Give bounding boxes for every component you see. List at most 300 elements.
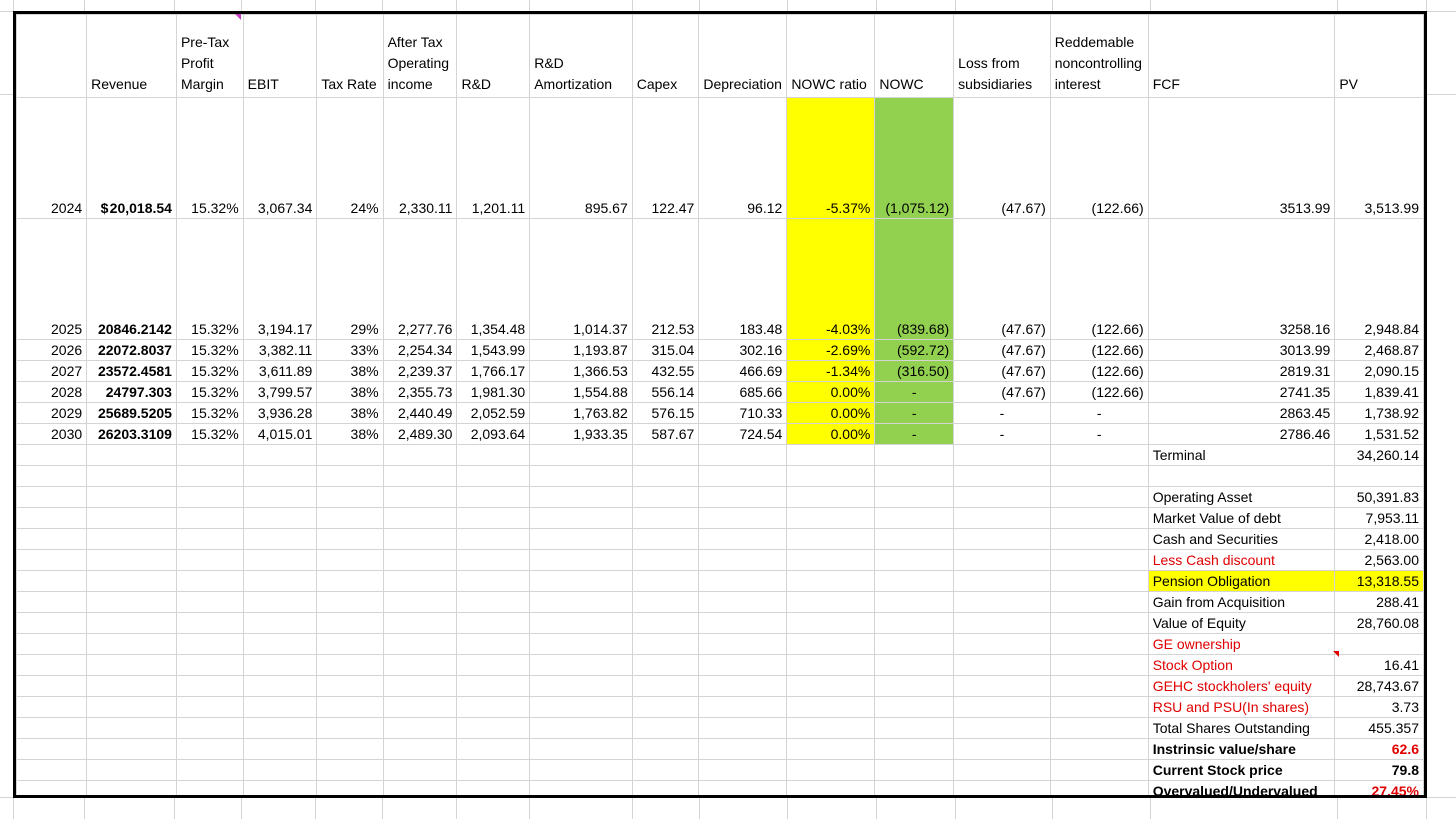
empty-cell[interactable] — [457, 655, 530, 676]
header-cell-margin[interactable]: Pre-Tax Profit Margin — [176, 15, 243, 98]
empty-cell[interactable] — [457, 697, 530, 718]
empty-cell[interactable] — [317, 466, 383, 487]
empty-cell[interactable] — [317, 613, 383, 634]
cell-loss-subs[interactable]: (47.67) — [954, 340, 1051, 361]
empty-cell[interactable] — [87, 739, 177, 760]
cell-redeemable[interactable]: (122.66) — [1050, 382, 1148, 403]
empty-cell[interactable] — [176, 487, 243, 508]
header-cell-redeemable-interest[interactable]: Reddemable noncontrolling interest — [1050, 15, 1148, 98]
cell-redeemable[interactable]: (122.66) — [1050, 219, 1148, 340]
empty-cell[interactable] — [530, 676, 633, 697]
empty-cell[interactable] — [787, 634, 875, 655]
cell-margin[interactable]: 15.32% — [176, 98, 243, 219]
empty-cell[interactable] — [1050, 613, 1148, 634]
empty-cell[interactable] — [954, 550, 1051, 571]
empty-cell[interactable] — [317, 697, 383, 718]
empty-cell[interactable] — [954, 466, 1051, 487]
summary-value[interactable]: 50,391.83 — [1335, 487, 1424, 508]
summary-label[interactable]: Stock Option — [1148, 655, 1335, 676]
summary-value[interactable]: 28,760.08 — [1335, 613, 1424, 634]
empty-cell[interactable] — [954, 571, 1051, 592]
cell-after-tax[interactable]: 2,239.37 — [383, 361, 457, 382]
summary-label[interactable]: Operating Asset — [1148, 487, 1335, 508]
empty-cell[interactable] — [457, 445, 530, 466]
empty-cell[interactable] — [787, 445, 875, 466]
cell-capex[interactable]: 122.47 — [632, 98, 699, 219]
empty-cell[interactable] — [87, 760, 177, 781]
empty-cell[interactable] — [699, 739, 787, 760]
cell-pv[interactable]: 3,513.99 — [1335, 98, 1424, 219]
empty-cell[interactable] — [17, 781, 87, 799]
empty-cell[interactable] — [787, 697, 875, 718]
cell-rd[interactable]: 2,052.59 — [457, 403, 530, 424]
summary-label[interactable]: Value of Equity — [1148, 613, 1335, 634]
cell-rd[interactable]: 1,543.99 — [457, 340, 530, 361]
empty-cell[interactable] — [383, 592, 457, 613]
empty-cell[interactable] — [243, 487, 317, 508]
summary-label[interactable]: Total Shares Outstanding — [1148, 718, 1335, 739]
cell-ebit[interactable]: 3,067.34 — [243, 98, 317, 219]
summary-label[interactable]: Pension Obligation — [1148, 571, 1335, 592]
empty-cell[interactable] — [243, 529, 317, 550]
empty-cell[interactable] — [632, 445, 699, 466]
empty-cell[interactable] — [632, 781, 699, 799]
empty-cell[interactable] — [243, 550, 317, 571]
empty-cell[interactable] — [787, 739, 875, 760]
empty-cell[interactable] — [176, 760, 243, 781]
summary-value[interactable]: 13,318.55 — [1335, 571, 1424, 592]
cell-rd[interactable]: 2,093.64 — [457, 424, 530, 445]
empty-cell[interactable] — [875, 718, 954, 739]
empty-cell[interactable] — [176, 571, 243, 592]
empty-cell[interactable] — [787, 781, 875, 799]
cell-pv[interactable]: 1,839.41 — [1335, 382, 1424, 403]
cell-ebit[interactable]: 4,015.01 — [243, 424, 317, 445]
empty-cell[interactable] — [530, 550, 633, 571]
empty-cell[interactable] — [243, 445, 317, 466]
summary-label[interactable]: Terminal — [1148, 445, 1335, 466]
header-cell-tax-rate[interactable]: Tax Rate — [317, 15, 383, 98]
cell-ebit[interactable]: 3,611.89 — [243, 361, 317, 382]
cell-capex[interactable]: 587.67 — [632, 424, 699, 445]
cell-revenue[interactable]: 24797.303 — [87, 382, 177, 403]
empty-cell[interactable] — [699, 550, 787, 571]
empty-cell[interactable] — [530, 529, 633, 550]
empty-cell[interactable] — [87, 550, 177, 571]
empty-cell[interactable] — [243, 634, 317, 655]
empty-cell[interactable] — [17, 655, 87, 676]
empty-cell[interactable] — [530, 760, 633, 781]
empty-cell[interactable] — [17, 487, 87, 508]
header-cell-depreciation[interactable]: Depreciation — [699, 15, 787, 98]
summary-value[interactable]: 7,953.11 — [1335, 508, 1424, 529]
empty-cell[interactable] — [383, 445, 457, 466]
empty-cell[interactable] — [530, 466, 633, 487]
cell-depreciation[interactable]: 685.66 — [699, 382, 787, 403]
empty-cell[interactable] — [87, 634, 177, 655]
cell-rd-amort[interactable]: 1,933.35 — [530, 424, 633, 445]
empty-cell[interactable] — [243, 655, 317, 676]
empty-cell[interactable] — [1050, 550, 1148, 571]
summary-value[interactable]: 3.73 — [1335, 697, 1424, 718]
empty-cell[interactable] — [530, 571, 633, 592]
summary-value[interactable]: 16.41 — [1335, 655, 1424, 676]
empty-cell[interactable] — [699, 760, 787, 781]
empty-cell[interactable] — [176, 676, 243, 697]
empty-cell[interactable] — [699, 718, 787, 739]
summary-value[interactable]: 2,418.00 — [1335, 529, 1424, 550]
empty-cell[interactable] — [699, 676, 787, 697]
cell-revenue[interactable]: 25689.5205 — [87, 403, 177, 424]
empty-cell[interactable] — [875, 592, 954, 613]
empty-cell[interactable] — [457, 487, 530, 508]
empty-cell[interactable] — [317, 571, 383, 592]
empty-cell[interactable] — [317, 529, 383, 550]
empty-cell[interactable] — [317, 550, 383, 571]
empty-cell[interactable] — [317, 655, 383, 676]
empty-cell[interactable] — [17, 613, 87, 634]
empty-cell[interactable] — [383, 739, 457, 760]
summary-label[interactable]: GE ownership — [1148, 634, 1335, 655]
empty-cell[interactable] — [383, 655, 457, 676]
empty-cell[interactable] — [243, 466, 317, 487]
cell-tax-rate[interactable]: 38% — [317, 403, 383, 424]
empty-cell[interactable] — [875, 697, 954, 718]
empty-cell[interactable] — [87, 655, 177, 676]
cell-ebit[interactable]: 3,194.17 — [243, 219, 317, 340]
empty-cell[interactable] — [530, 781, 633, 799]
empty-cell[interactable] — [699, 655, 787, 676]
summary-value[interactable] — [1335, 466, 1424, 487]
cell-margin[interactable]: 15.32% — [176, 340, 243, 361]
cell-year[interactable]: 2026 — [17, 340, 87, 361]
empty-cell[interactable] — [632, 676, 699, 697]
empty-cell[interactable] — [243, 613, 317, 634]
empty-cell[interactable] — [1050, 592, 1148, 613]
empty-cell[interactable] — [383, 760, 457, 781]
empty-cell[interactable] — [954, 529, 1051, 550]
empty-cell[interactable] — [383, 487, 457, 508]
header-cell-rd-amortization[interactable]: R&D Amortization — [530, 15, 633, 98]
empty-cell[interactable] — [457, 466, 530, 487]
empty-cell[interactable] — [87, 571, 177, 592]
empty-cell[interactable] — [530, 508, 633, 529]
empty-cell[interactable] — [17, 592, 87, 613]
empty-cell[interactable] — [457, 613, 530, 634]
cell-margin[interactable]: 15.32% — [176, 424, 243, 445]
cell-rd-amort[interactable]: 1,763.82 — [530, 403, 633, 424]
cell-year[interactable]: 2030 — [17, 424, 87, 445]
empty-cell[interactable] — [17, 739, 87, 760]
cell-nowc[interactable]: - — [875, 403, 954, 424]
cell-nowc[interactable]: (839.68) — [875, 219, 954, 340]
empty-cell[interactable] — [954, 718, 1051, 739]
cell-year[interactable]: 2025 — [17, 219, 87, 340]
empty-cell[interactable] — [632, 550, 699, 571]
empty-cell[interactable] — [87, 718, 177, 739]
empty-cell[interactable] — [176, 445, 243, 466]
empty-cell[interactable] — [787, 466, 875, 487]
empty-cell[interactable] — [317, 760, 383, 781]
empty-cell[interactable] — [530, 655, 633, 676]
empty-cell[interactable] — [176, 634, 243, 655]
cell-year[interactable]: 2029 — [17, 403, 87, 424]
empty-cell[interactable] — [787, 487, 875, 508]
empty-cell[interactable] — [457, 718, 530, 739]
cell-nowc-ratio[interactable]: 0.00% — [787, 382, 875, 403]
cell-pv[interactable]: 2,948.84 — [1335, 219, 1424, 340]
cell-nowc[interactable]: - — [875, 382, 954, 403]
empty-cell[interactable] — [243, 676, 317, 697]
cell-nowc-ratio[interactable]: -2.69% — [787, 340, 875, 361]
summary-label[interactable]: Less Cash discount — [1148, 550, 1335, 571]
empty-cell[interactable] — [1050, 508, 1148, 529]
empty-cell[interactable] — [954, 760, 1051, 781]
empty-cell[interactable] — [17, 634, 87, 655]
summary-label[interactable]: Market Value of debt — [1148, 508, 1335, 529]
summary-value[interactable]: 34,260.14 — [1335, 445, 1424, 466]
summary-value[interactable]: 288.41 — [1335, 592, 1424, 613]
empty-cell[interactable] — [787, 571, 875, 592]
empty-cell[interactable] — [176, 508, 243, 529]
empty-cell[interactable] — [457, 529, 530, 550]
cell-depreciation[interactable]: 96.12 — [699, 98, 787, 219]
cell-pv[interactable]: 2,468.87 — [1335, 340, 1424, 361]
cell-revenue[interactable]: 22072.8037 — [87, 340, 177, 361]
empty-cell[interactable] — [176, 466, 243, 487]
cell-loss-subs[interactable]: (47.67) — [954, 361, 1051, 382]
empty-cell[interactable] — [530, 613, 633, 634]
empty-cell[interactable] — [17, 697, 87, 718]
empty-cell[interactable] — [530, 487, 633, 508]
empty-cell[interactable] — [954, 739, 1051, 760]
empty-cell[interactable] — [17, 760, 87, 781]
empty-cell[interactable] — [699, 613, 787, 634]
header-cell-capex[interactable]: Capex — [632, 15, 699, 98]
empty-cell[interactable] — [243, 781, 317, 799]
empty-cell[interactable] — [17, 676, 87, 697]
empty-cell[interactable] — [176, 655, 243, 676]
header-cell-nowc-ratio[interactable]: NOWC ratio — [787, 15, 875, 98]
empty-cell[interactable] — [1050, 718, 1148, 739]
empty-cell[interactable] — [875, 655, 954, 676]
cell-depreciation[interactable]: 724.54 — [699, 424, 787, 445]
empty-cell[interactable] — [787, 676, 875, 697]
summary-label[interactable]: Instrinsic value/share — [1148, 739, 1335, 760]
empty-cell[interactable] — [243, 739, 317, 760]
empty-cell[interactable] — [787, 613, 875, 634]
empty-cell[interactable] — [699, 571, 787, 592]
cell-depreciation[interactable]: 710.33 — [699, 403, 787, 424]
empty-cell[interactable] — [87, 445, 177, 466]
cell-fcf[interactable]: 2741.35 — [1148, 382, 1335, 403]
cell-fcf[interactable]: 3258.16 — [1148, 219, 1335, 340]
cell-rd-amort[interactable]: 1,554.88 — [530, 382, 633, 403]
empty-cell[interactable] — [954, 508, 1051, 529]
cell-revenue[interactable]: 23572.4581 — [87, 361, 177, 382]
cell-rd-amort[interactable]: 1,193.87 — [530, 340, 633, 361]
empty-cell[interactable] — [383, 697, 457, 718]
cell-nowc-ratio[interactable]: -5.37% — [787, 98, 875, 219]
cell-after-tax[interactable]: 2,254.34 — [383, 340, 457, 361]
empty-cell[interactable] — [1050, 529, 1148, 550]
cell-nowc-ratio[interactable]: -4.03% — [787, 219, 875, 340]
empty-cell[interactable] — [787, 508, 875, 529]
header-cell-fcf[interactable]: FCF — [1148, 15, 1335, 98]
empty-cell[interactable] — [87, 592, 177, 613]
empty-cell[interactable] — [176, 550, 243, 571]
empty-cell[interactable] — [457, 781, 530, 799]
cell-tax-rate[interactable]: 38% — [317, 424, 383, 445]
empty-cell[interactable] — [954, 781, 1051, 799]
empty-cell[interactable] — [457, 634, 530, 655]
summary-value[interactable]: 455.357 — [1335, 718, 1424, 739]
header-cell-rd[interactable]: R&D — [457, 15, 530, 98]
empty-cell[interactable] — [383, 613, 457, 634]
empty-cell[interactable] — [243, 592, 317, 613]
empty-cell[interactable] — [1050, 445, 1148, 466]
summary-value[interactable]: 28,743.67 — [1335, 676, 1424, 697]
empty-cell[interactable] — [317, 445, 383, 466]
empty-cell[interactable] — [632, 613, 699, 634]
empty-cell[interactable] — [699, 634, 787, 655]
empty-cell[interactable] — [317, 487, 383, 508]
empty-cell[interactable] — [1050, 571, 1148, 592]
cell-after-tax[interactable]: 2,277.76 — [383, 219, 457, 340]
empty-cell[interactable] — [243, 697, 317, 718]
cell-rd[interactable]: 1,201.11 — [457, 98, 530, 219]
cell-pv[interactable]: 2,090.15 — [1335, 361, 1424, 382]
cell-redeemable[interactable]: (122.66) — [1050, 340, 1148, 361]
empty-cell[interactable] — [699, 445, 787, 466]
cell-loss-subs[interactable]: (47.67) — [954, 382, 1051, 403]
empty-cell[interactable] — [383, 718, 457, 739]
empty-cell[interactable] — [632, 529, 699, 550]
empty-cell[interactable] — [176, 739, 243, 760]
cell-nowc[interactable]: (1,075.12) — [875, 98, 954, 219]
summary-label[interactable]: Gain from Acquisition — [1148, 592, 1335, 613]
empty-cell[interactable] — [1050, 487, 1148, 508]
empty-cell[interactable] — [176, 718, 243, 739]
cell-capex[interactable]: 576.15 — [632, 403, 699, 424]
empty-cell[interactable] — [383, 466, 457, 487]
cell-margin[interactable]: 15.32% — [176, 219, 243, 340]
cell-loss-subs[interactable]: - — [954, 403, 1051, 424]
cell-redeemable[interactable]: (122.66) — [1050, 361, 1148, 382]
empty-cell[interactable] — [875, 487, 954, 508]
cell-rd-amort[interactable]: 1,014.37 — [530, 219, 633, 340]
cell-depreciation[interactable]: 183.48 — [699, 219, 787, 340]
cell-tax-rate[interactable]: 29% — [317, 219, 383, 340]
empty-cell[interactable] — [176, 781, 243, 799]
empty-cell[interactable] — [875, 760, 954, 781]
empty-cell[interactable] — [383, 550, 457, 571]
cell-fcf[interactable]: 2863.45 — [1148, 403, 1335, 424]
empty-cell[interactable] — [1050, 655, 1148, 676]
header-cell-ebit[interactable]: EBIT — [243, 15, 317, 98]
cell-revenue[interactable]: 26203.3109 — [87, 424, 177, 445]
empty-cell[interactable] — [632, 466, 699, 487]
summary-label[interactable]: Overvalued/Undervalued — [1148, 781, 1335, 799]
header-cell-pv[interactable]: PV — [1335, 15, 1424, 98]
empty-cell[interactable] — [1050, 739, 1148, 760]
empty-cell[interactable] — [699, 781, 787, 799]
empty-cell[interactable] — [383, 781, 457, 799]
cell-pv[interactable]: 1,531.52 — [1335, 424, 1424, 445]
cell-after-tax[interactable]: 2,355.73 — [383, 382, 457, 403]
empty-cell[interactable] — [632, 760, 699, 781]
summary-value[interactable] — [1335, 634, 1424, 655]
empty-cell[interactable] — [875, 529, 954, 550]
empty-cell[interactable] — [383, 634, 457, 655]
empty-cell[interactable] — [87, 613, 177, 634]
cell-tax-rate[interactable]: 38% — [317, 361, 383, 382]
empty-cell[interactable] — [17, 445, 87, 466]
empty-cell[interactable] — [457, 571, 530, 592]
empty-cell[interactable] — [1050, 466, 1148, 487]
empty-cell[interactable] — [875, 739, 954, 760]
cell-depreciation[interactable]: 466.69 — [699, 361, 787, 382]
empty-cell[interactable] — [632, 655, 699, 676]
cell-margin[interactable]: 15.32% — [176, 382, 243, 403]
cell-rd-amort[interactable]: 1,366.53 — [530, 361, 633, 382]
empty-cell[interactable] — [699, 592, 787, 613]
empty-cell[interactable] — [699, 508, 787, 529]
cell-year[interactable]: 2024 — [17, 98, 87, 219]
empty-cell[interactable] — [176, 529, 243, 550]
empty-cell[interactable] — [1050, 781, 1148, 799]
comment-indicator-icon[interactable] — [235, 14, 241, 20]
cell-nowc[interactable]: (592.72) — [875, 340, 954, 361]
empty-cell[interactable] — [954, 697, 1051, 718]
empty-cell[interactable] — [787, 592, 875, 613]
cell-ebit[interactable]: 3,799.57 — [243, 382, 317, 403]
cell-nowc-ratio[interactable]: 0.00% — [787, 424, 875, 445]
comment-indicator-icon[interactable] — [1333, 651, 1339, 657]
cell-margin[interactable]: 15.32% — [176, 403, 243, 424]
empty-cell[interactable] — [699, 529, 787, 550]
empty-cell[interactable] — [632, 508, 699, 529]
cell-fcf[interactable]: 2786.46 — [1148, 424, 1335, 445]
empty-cell[interactable] — [243, 508, 317, 529]
empty-cell[interactable] — [17, 466, 87, 487]
cell-ebit[interactable]: 3,382.11 — [243, 340, 317, 361]
cell-rd[interactable]: 1,766.17 — [457, 361, 530, 382]
empty-cell[interactable] — [632, 592, 699, 613]
empty-cell[interactable] — [954, 676, 1051, 697]
empty-cell[interactable] — [787, 718, 875, 739]
empty-cell[interactable] — [87, 781, 177, 799]
empty-cell[interactable] — [954, 487, 1051, 508]
empty-cell[interactable] — [875, 676, 954, 697]
cell-redeemable[interactable]: - — [1050, 403, 1148, 424]
cell-nowc[interactable]: - — [875, 424, 954, 445]
empty-cell[interactable] — [457, 739, 530, 760]
summary-value[interactable]: 27.45% — [1335, 781, 1424, 799]
empty-cell[interactable] — [954, 613, 1051, 634]
cell-nowc-ratio[interactable]: -1.34% — [787, 361, 875, 382]
cell-revenue[interactable]: 20846.2142 — [87, 219, 177, 340]
cell-year[interactable]: 2028 — [17, 382, 87, 403]
empty-cell[interactable] — [317, 781, 383, 799]
empty-cell[interactable] — [17, 508, 87, 529]
header-cell-revenue[interactable]: Revenue — [87, 15, 177, 98]
cell-rd[interactable]: 1,354.48 — [457, 219, 530, 340]
empty-cell[interactable] — [954, 655, 1051, 676]
empty-cell[interactable] — [87, 529, 177, 550]
empty-cell[interactable] — [176, 592, 243, 613]
empty-cell[interactable] — [457, 508, 530, 529]
